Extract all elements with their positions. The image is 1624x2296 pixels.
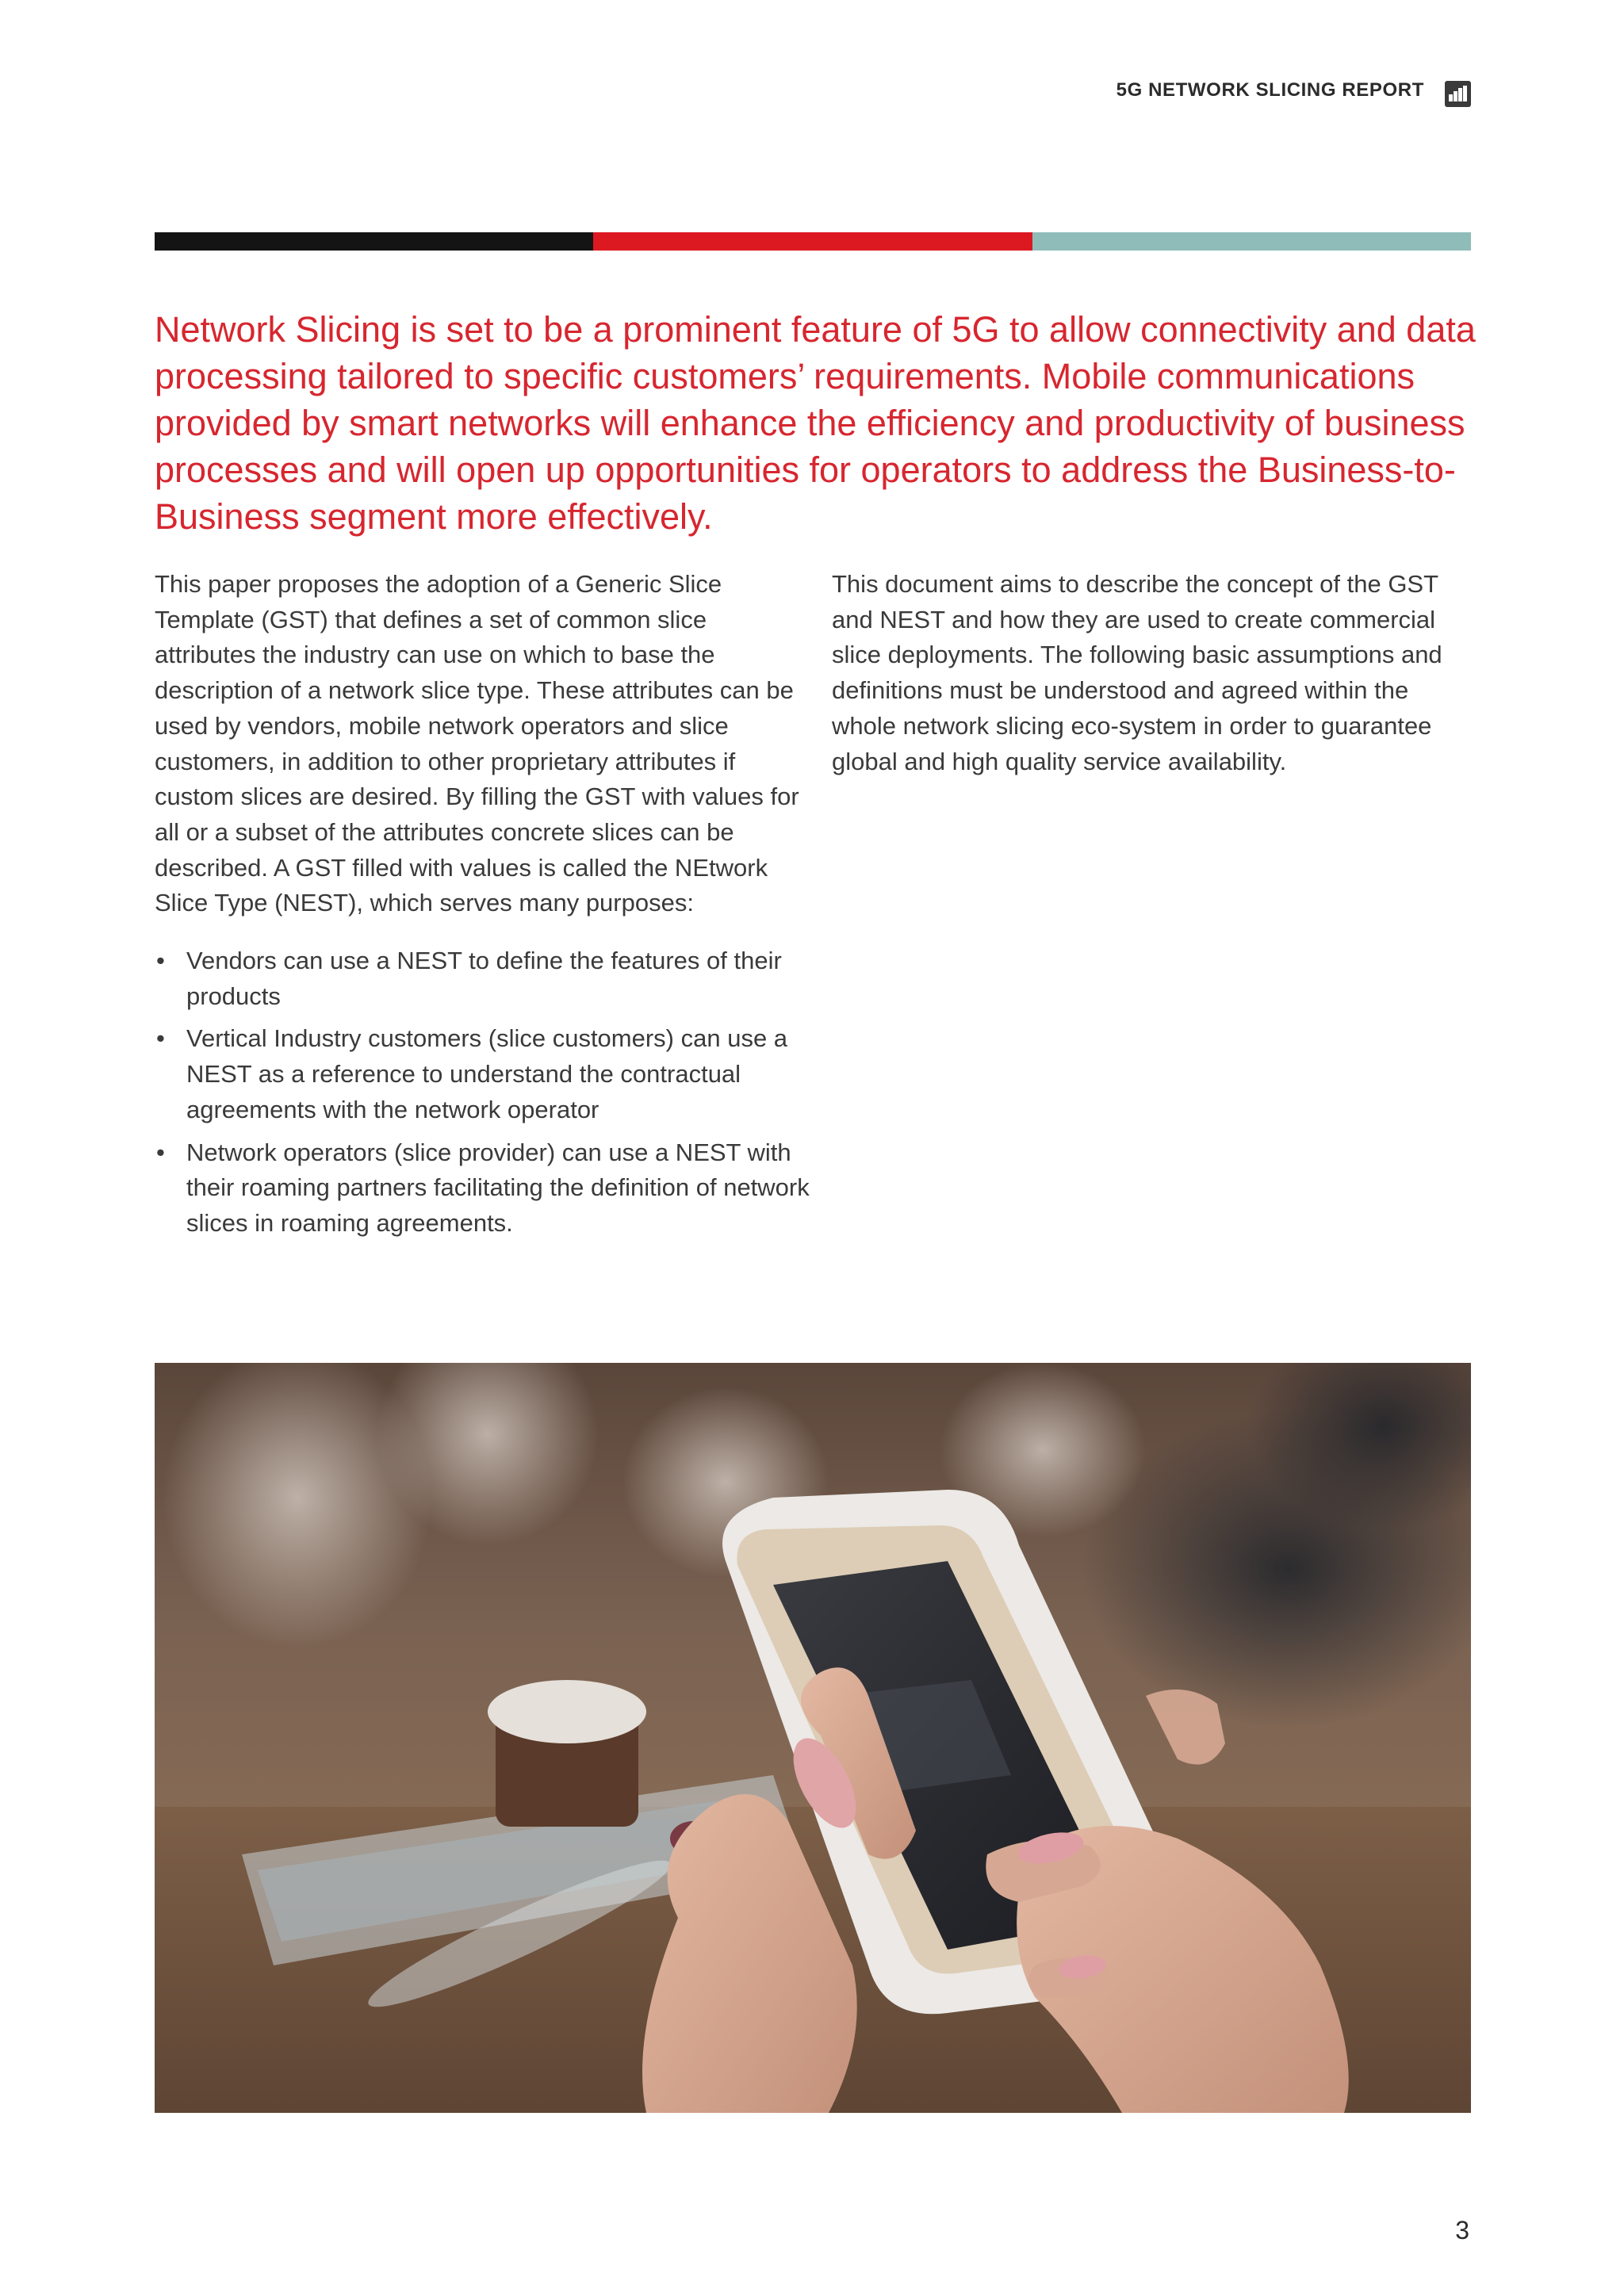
color-stripe-divider: [155, 232, 1471, 251]
stripe-teal: [1032, 232, 1471, 251]
list-item-text: Vendors can use a NEST to define the features of their products: [186, 947, 782, 1010]
list-item: [155, 943, 813, 1014]
report-title: 5G NETWORK SLICING REPORT: [1116, 79, 1424, 101]
list-item: [155, 1135, 813, 1242]
stripe-red: [593, 232, 1032, 251]
body-paragraph-right: This document aims to describe the concept of the GST and NEST and how they are used to create commercial slice deployments. The following basic assumptions and definitions must be understood and agreed within the whole network slicing eco-system in order to guarantee global and high quality service availability.: [832, 570, 1442, 775]
list-item: [155, 1021, 813, 1127]
bullet-marker: •: [156, 1138, 165, 1166]
lead-paragraph: Network Slicing is set to be a prominent feature of 5G to allow connectivity and data processing tailored to specific customers’ requirements. Mobile communications provided by smart networks will enhance the efficiency and productivity of business processes and will open up opportunities for operators to address the Business-to-Business segment more effectively.: [155, 309, 1476, 537]
bullet-marker: •: [156, 947, 165, 974]
gsma-logo-icon: [1445, 81, 1471, 107]
smartphone-hands-photo: [155, 1363, 1471, 2113]
list-item-text: Network operators (slice provider) can use a NEST with their roaming partners facilitating the definition of network slices in roaming agreements.: [186, 1138, 810, 1237]
purpose-bullet-list: [155, 943, 813, 1249]
bullet-marker: •: [156, 1024, 165, 1053]
list-item-text: Vertical Industry customers (slice customers) can use a NEST as a reference to understand the contractual agreements with the network operator: [186, 1024, 788, 1123]
body-paragraph-left: This paper proposes the adoption of a Generic Slice Template (GST) that defines a set of common slice attributes the industry can use on which to base the description of a network slice type. These attributes can be used by vendors, mobile network operators and slice customers, in addition to other proprietary attributes if custom slices are desired. By filling the GST with values for all or a subset of the attributes concrete slices can be described. A GST filled with values is called the NEtwork Slice Type (NEST), which serves many purposes:: [155, 570, 799, 917]
stripe-black: [155, 232, 593, 251]
page-number: 3: [1455, 2216, 1469, 2244]
